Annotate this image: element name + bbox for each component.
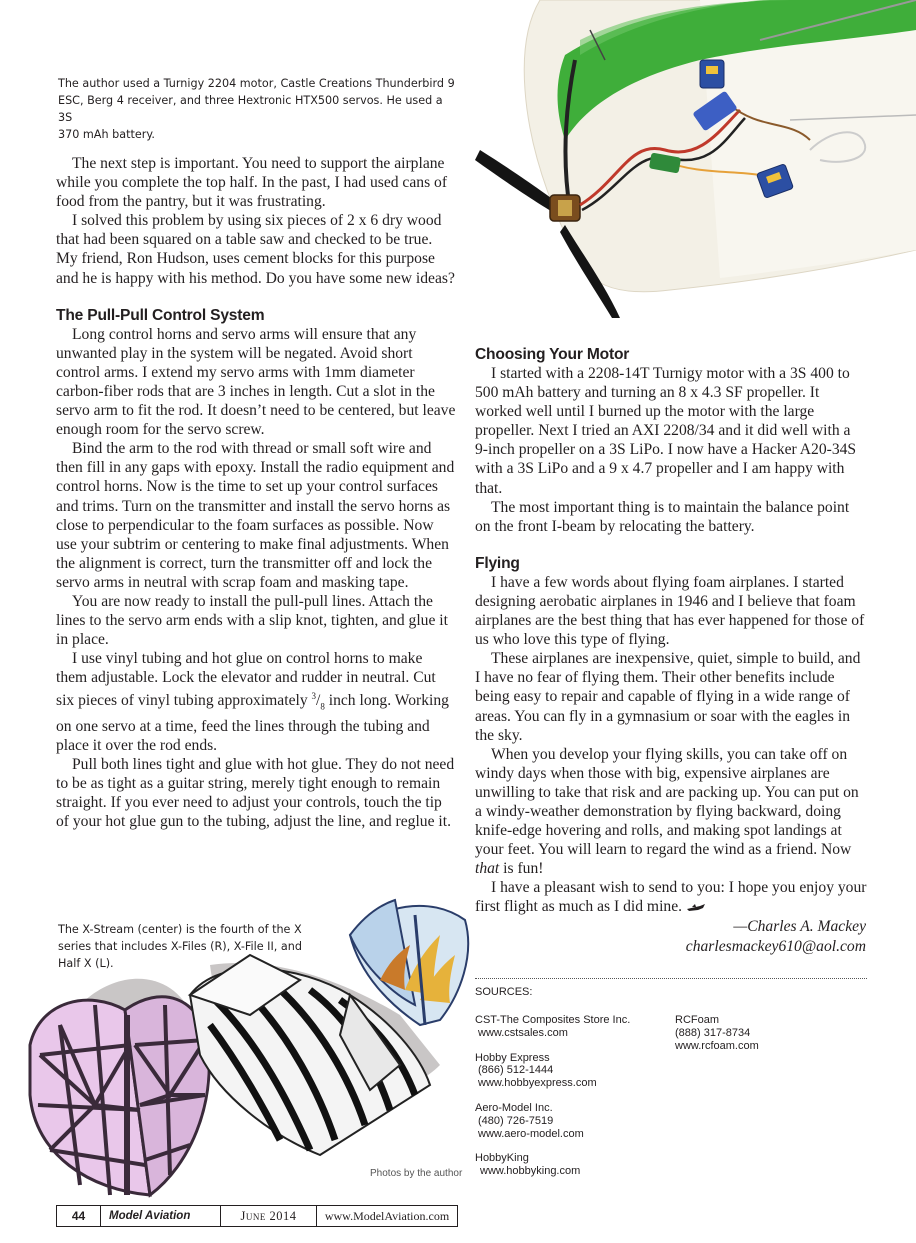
paragraph: The most important thing is to maintain the balance point on the front I-beam by relocating the battery. — [475, 498, 850, 535]
photo-credit: Photos by the author — [370, 1168, 463, 1179]
sources-column-2 — [675, 1014, 759, 1052]
paragraph: The next step is important. You need to support the airplane while you complete the top half. In the past, I had used cans of food from the pantry, but it was frustrating. — [56, 155, 448, 211]
paragraph: When you develop your flying skills, you can take off on windy days when those with big, expensive airplanes are unwilling to take that risk and are packing up. You can put on a windy-weather demonstration by flying backward, doing knife-edge hovering and rolls, and making spot landings at your feet. You will learn to regard the wind as a friend. Now that is fun! — [475, 745, 859, 878]
paragraph: I have a few words about flying foam airplanes. I started designing aerobatic airplanes in 1946 and I believe that foam airplanes are the best thing that has ever happened for those of us who love this type of flying. — [475, 573, 865, 649]
three-airplanes-photo — [20, 895, 475, 1200]
right-column — [475, 345, 867, 917]
source-link[interactable]: www.cstsales.com — [478, 1026, 568, 1039]
end-mark-airplane-icon — [686, 903, 706, 913]
sources-divider — [475, 978, 867, 979]
source-entry: CST-The Composites Store Inc. www.cstsales.com — [475, 1014, 631, 1039]
paragraph: These airplanes are inexpensive, quiet, simple to build, and I have no fear of flying them. Their other benefits include being easy to repair and capable of flying in a wide range of areas. You can fly in a gymnasium or soar with the eagles in the sky. — [475, 650, 861, 744]
paragraph: I have a pleasant wish to send to you: I hope you enjoy your first flight as much as I did mine. — [475, 879, 867, 916]
half-x-airplane — [30, 997, 209, 1195]
paragraph: I started with a 2208-14T Turnigy motor with a 3S 400 to 500 mAh battery and turning an 8 x 4.3 SF propeller. It worked well until I burned up the motor with the large propeller. Next I tried an AXI 2208/34 and it did well with a 9-inch propeller on a 3S LiPo. I now have a Hacker A20-34S with a 3S LiPo and a 9 x 4.7 propeller and I am happy with that. — [475, 365, 857, 497]
source-link[interactable]: www.hobbyexpress.com — [478, 1077, 597, 1090]
source-link[interactable]: www.hobbyking.com — [480, 1165, 581, 1178]
top-photo-caption: The author used a Turnigy 2204 motor, Castle Creations Thunderbird 9 ESC, Berg 4 receiver, and three Hextronic HTX500 servos. He used a 3S 370 mAh battery. — [58, 77, 455, 141]
page-footer — [56, 1205, 458, 1227]
section-heading-flying: Flying — [475, 554, 520, 572]
sources-label: SOURCES: — [475, 986, 533, 998]
paragraph: Long control horns and servo arms will ensure that any unwanted play in the system will be negated. Avoid short control arms. I extend my servo arms with 1mm diameter carbon-fiber rods that are 3 inches in length. Cut a slot in the servo arm to fit the rod. It doesn’t need to be centered, but leave enough room for the servo screw. — [56, 325, 456, 439]
source-link[interactable]: www.rcfoam.com — [675, 1039, 759, 1052]
left-column — [56, 154, 456, 831]
source-link[interactable]: www.aero-model.com — [478, 1127, 584, 1140]
author-email[interactable]: charlesmackey610@aol.com — [685, 937, 866, 955]
paragraph: Bind the arm to the rod with thread or small soft wire and then fill in any gaps with epoxy. Install the radio equipment and control horns. Now is the time to set up your control surfaces and trims. Turn on the transmitter and install the servo horns as close to perpendicular to the foam surfaces as possible. Now use your subtrim or centering to make final adjustments. When the alignment is correct, turn the transmitter off and lock the servo arms in neutral with scrap foam and masking tape. — [56, 440, 455, 591]
website-link[interactable]: www.ModelAviation.com — [324, 1208, 450, 1223]
electronics-photo — [470, 0, 916, 320]
paragraph: You are now ready to install the pull-pull lines. Attach the lines to the servo arm ends with a slip knot, tighten, and glue it in place. — [56, 592, 448, 649]
magazine-name: Model Aviation — [101, 1206, 221, 1226]
paragraph: Pull both lines tight and glue with hot glue. They do not need to be as tight as a guitar string, merely tight enough to remain straight. If you ever need to adjust your controls, touch the tip of your hot glue gun to the tubing, adjust the line, and reglue it. — [56, 756, 455, 831]
source-entry: Hobby Express (866) 512-1444 www.hobbyexpress.com — [475, 1052, 630, 1090]
sources-column-1 — [475, 1014, 630, 1178]
source-entry: Aero-Model Inc. (480) 726-7519 www.aero-model.com — [475, 1102, 630, 1140]
source-entry: RCFoam (888) 317-8734 www.rcfoam.com — [675, 1014, 759, 1052]
issue-date: June 2014 — [221, 1206, 317, 1226]
paragraph: I solved this problem by using six pieces of 2 x 6 dry wood that had been squared on a table saw and checked to be true. My friend, Ron Hudson, uses cement blocks for this purpose and he is happy with his method. Do you have some new ideas? — [56, 212, 455, 287]
author-signature: —Charles A. Mackey charlesmackey610@aol.com — [560, 917, 866, 956]
bottom-photo-caption: The X-Stream (center) is the fourth of the X series that includes X-Files (R), X-File II, and Half X (L). — [58, 923, 302, 970]
paragraph: I use vinyl tubing and hot glue on control horns to make them adjustable. Lock the elevator and rudder in neutral. Cut six pieces of vinyl tubing approximately $^3/_8$ inch long. Working on one servo at a time, feed the lines through the tubing and place it over the rod ends. — [56, 650, 449, 754]
section-heading-pull-pull: The Pull-Pull Control System — [56, 306, 265, 324]
source-entry: HobbyKing www.hobbyking.com — [475, 1152, 630, 1178]
section-heading-motor: Choosing Your Motor — [475, 346, 630, 363]
page-number: 44 — [57, 1206, 101, 1226]
